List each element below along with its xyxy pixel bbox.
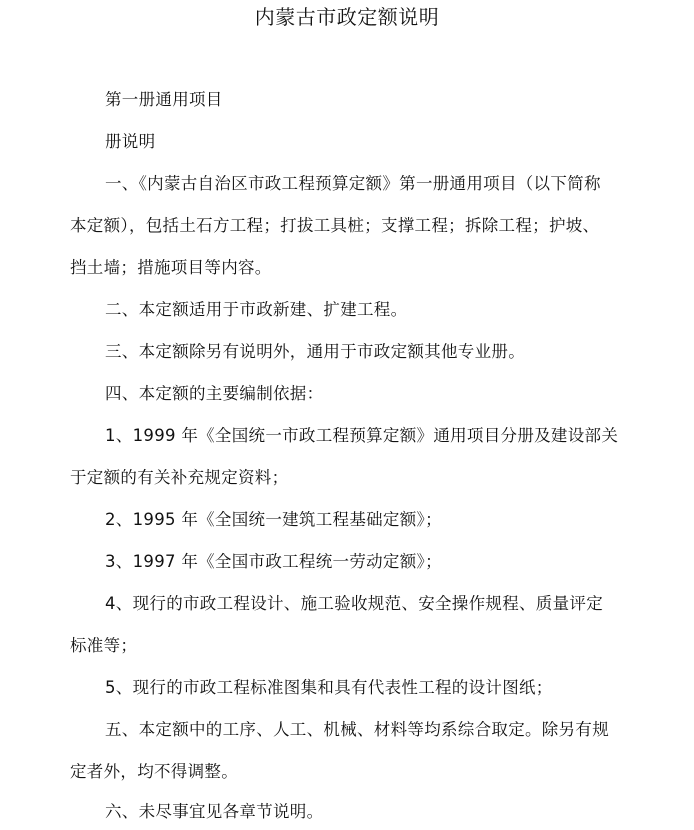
subsection-heading: 册说明 (105, 132, 156, 151)
document-title: 内蒙古市政定额说明 (254, 5, 440, 29)
paragraph-line: 1、1999 年《全国统一市政工程预算定额》通用项目分册及建设部关 (105, 426, 619, 445)
paragraph-line: 四、本定额的主要编制依据： (105, 384, 324, 403)
paragraph-line: 4、现行的市政工程设计、施工验收规范、安全操作规程、质量评定 (105, 594, 603, 613)
paragraph-line: 五、本定额中的工序、人工、机械、材料等均系综合取定。除另有规 (105, 720, 609, 739)
paragraph-line: 于定额的有关补充规定资料； (70, 468, 289, 487)
paragraph-line: 三、本定额除另有说明外，通用于市政定额其他专业册。 (105, 342, 525, 361)
section-heading: 第一册通用项目 (105, 90, 223, 109)
paragraph-line: 本定额），包括土石方工程；打拔工具桩；支撑工程；拆除工程；护坡、 (70, 216, 600, 235)
paragraph-line: 二、本定额适用于市政新建、扩建工程。 (105, 300, 408, 319)
paragraph-line: 一、《内蒙古自治区市政工程预算定额》第一册通用项目（以下简称 (105, 174, 601, 193)
paragraph-line: 标准等； (70, 636, 138, 655)
paragraph-line: 2、1995 年《全国统一建筑工程基础定额》； (105, 510, 442, 529)
paragraph-line: 六、未尽事宜见各章节说明。 (105, 802, 324, 821)
paragraph-line: 定者外，均不得调整。 (70, 762, 238, 781)
paragraph-line: 挡土墙；措施项目等内容。 (70, 258, 272, 277)
paragraph-line: 3、1997 年《全国市政工程统一劳动定额》； (105, 552, 442, 571)
paragraph-line: 5、现行的市政工程标准图集和具有代表性工程的设计图纸； (105, 678, 553, 697)
